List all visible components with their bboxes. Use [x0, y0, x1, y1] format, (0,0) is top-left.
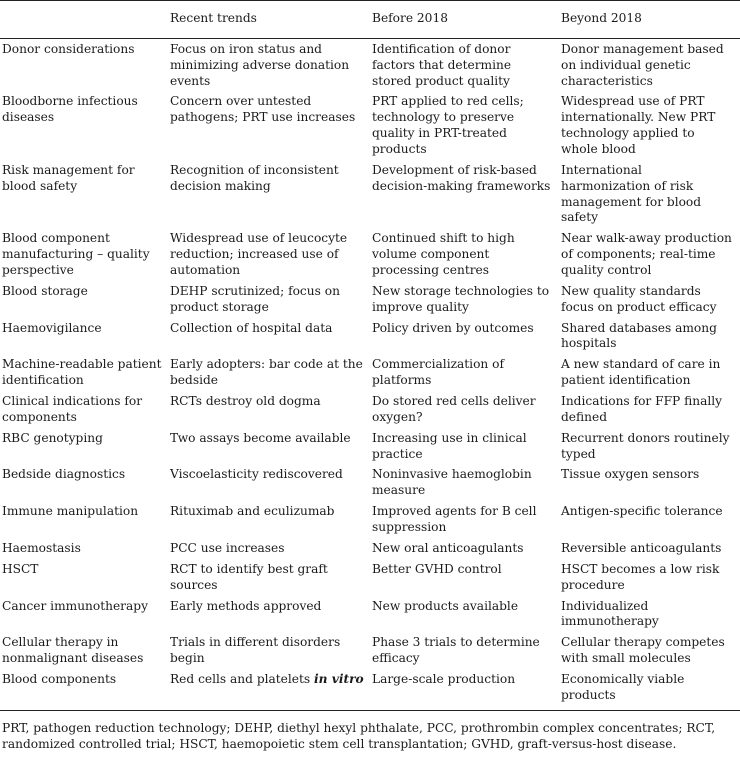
- cell-text: Red cells and platelets: [170, 671, 315, 686]
- row-topic: Cancer immunotherapy: [2, 598, 148, 613]
- row-topic: Blood storage: [2, 283, 88, 298]
- row-recent-trends: Rituximab and eculizumab: [170, 504, 335, 519]
- header-cell-recent-trends: Recent trends: [168, 1, 370, 39]
- row-beyond-2018: Cellular therapy competes with small molecules: [561, 635, 725, 666]
- table-row: [0, 228, 740, 281]
- table-footnote: PRT, pathogen reduction technology; DEHP, diethyl hexyl phthalate, PCC, prothrombin complex concentrates; RCT, randomized controlled trial; HSCT, haemopoietic stem cell transplantation; GVHD, graft-versus-host disease.: [2, 720, 716, 751]
- row-topic: Cellular therapy in nonmalignant diseases: [2, 635, 144, 666]
- row-beyond-2018: Recurrent donors routinely typed: [561, 430, 730, 461]
- row-before-2018: Improved agents for B cell suppression: [372, 504, 537, 535]
- table-row: [0, 669, 740, 710]
- row-topic: Haemovigilance: [2, 320, 102, 335]
- row-before-2018: Increasing use in clinical practice: [372, 430, 527, 461]
- row-beyond-2018: Individualized immunotherapy: [561, 598, 659, 629]
- row-beyond-2018: HSCT becomes a low risk procedure: [561, 561, 720, 592]
- row-before-2018: Commercialization of platforms: [372, 357, 504, 388]
- row-recent-trends: Trials in different disorders begin: [170, 635, 341, 666]
- row-before-2018: Development of risk-based decision-making frameworks: [372, 162, 551, 193]
- row-topic: Donor considerations: [2, 41, 135, 56]
- row-recent-trends: Two assays become available: [170, 430, 351, 445]
- row-recent-trends: Viscoelasticity rediscovered: [170, 467, 343, 482]
- row-beyond-2018: Shared databases among hospitals: [561, 320, 717, 351]
- table-row: [0, 160, 740, 228]
- row-beyond-2018: Antigen-specific tolerance: [561, 504, 723, 519]
- table-row: [0, 38, 740, 91]
- table-header: [0, 1, 740, 39]
- row-recent-trends: Collection of hospital data: [170, 320, 333, 335]
- row-beyond-2018: Economically viable products: [561, 671, 685, 702]
- row-topic: Clinical indications for components: [2, 394, 143, 424]
- row-before-2018: Continued shift to high volume component processing centres: [372, 231, 515, 278]
- row-topic: Risk management for blood safety: [2, 162, 135, 193]
- header-row: [0, 1, 740, 39]
- row-beyond-2018: Widespread use of PRT internationally. New PRT technology applied to whole blood: [561, 94, 716, 157]
- row-recent-trends: Focus on iron status and minimizing adverse donation events: [170, 41, 350, 88]
- row-beyond-2018: A new standard of care in patient identification: [561, 357, 721, 388]
- row-before-2018: New storage technologies to improve quality: [372, 283, 550, 314]
- row-beyond-2018: Reversible anticoagulants: [561, 540, 722, 555]
- table-row: [0, 281, 740, 318]
- row-recent-trends: DEHP scrutinized; focus on product storage: [170, 283, 340, 314]
- italic-term: in vitro: [314, 671, 364, 686]
- row-before-2018: Better GVHD control: [372, 561, 502, 576]
- row-beyond-2018: Tissue oxygen sensors: [561, 467, 700, 482]
- row-beyond-2018: Donor management based on individual genetic characteristics: [561, 41, 724, 88]
- header-cell-beyond-2018: Beyond 2018: [559, 1, 740, 39]
- header-cell-topic: [0, 1, 168, 39]
- row-topic: Blood components: [2, 671, 117, 686]
- row-recent-trends: Early methods approved: [170, 598, 322, 613]
- row-recent-trends: [168, 669, 370, 710]
- table-row: [0, 91, 740, 159]
- row-before-2018: Identification of donor factors that determine stored product quality: [372, 41, 512, 88]
- row-recent-trends: PCC use increases: [170, 540, 285, 555]
- header-cell-before-2018: Before 2018: [370, 1, 559, 39]
- row-recent-trends: Concern over untested pathogens; PRT use increases: [170, 94, 356, 125]
- row-before-2018: Phase 3 trials to determine efficacy: [372, 635, 540, 666]
- table-row: [0, 501, 740, 538]
- row-recent-trends: RCT to identify best graft sources: [170, 561, 328, 592]
- row-before-2018: Policy driven by outcomes: [372, 320, 534, 335]
- row-recent-trends: Widespread use of leucocyte reduction; increased use of automation: [170, 231, 348, 278]
- table-row: [0, 632, 740, 669]
- row-before-2018: Do stored red cells deliver oxygen?: [372, 394, 536, 424]
- row-recent-trends: Early adopters: bar code at the bedside: [170, 357, 363, 388]
- row-before-2018: PRT applied to red cells; technology to preserve quality in PRT-treated products: [372, 94, 524, 157]
- table-row: [0, 464, 740, 501]
- row-beyond-2018: International harmonization of risk management for blood safety: [561, 162, 702, 225]
- table-body: [0, 38, 740, 710]
- table-row: [0, 559, 740, 596]
- table-row: [0, 354, 740, 391]
- row-recent-trends: Recognition of inconsistent decision making: [170, 162, 339, 193]
- row-topic: RBC genotyping: [2, 430, 103, 445]
- row-beyond-2018: Indications for FFP finally defined: [561, 394, 723, 424]
- table-row: [0, 391, 740, 428]
- row-topic: Bloodborne infectious diseases: [2, 94, 138, 125]
- row-before-2018: New oral anticoagulants: [372, 540, 524, 555]
- row-topic: Blood component manufacturing – quality perspective: [2, 231, 150, 278]
- row-topic: HSCT: [2, 561, 39, 576]
- row-beyond-2018: New quality standards focus on product efficacy: [561, 283, 717, 314]
- row-topic: Bedside diagnostics: [2, 467, 126, 482]
- table-row: [0, 538, 740, 559]
- table-row: [0, 318, 740, 355]
- row-beyond-2018: Near walk-away production of components; real-time quality control: [561, 231, 732, 278]
- table-row: [0, 428, 740, 465]
- row-before-2018: Large-scale production: [372, 671, 516, 686]
- row-topic: Immune manipulation: [2, 504, 139, 519]
- row-topic: Haemostasis: [2, 540, 81, 555]
- row-before-2018: New products available: [372, 598, 519, 613]
- row-before-2018: Noninvasive haemoglobin measure: [372, 467, 532, 498]
- table-row: [0, 596, 740, 633]
- row-recent-trends: RCTs destroy old dogma: [170, 394, 321, 409]
- row-topic: Machine-readable patient identification: [2, 357, 162, 388]
